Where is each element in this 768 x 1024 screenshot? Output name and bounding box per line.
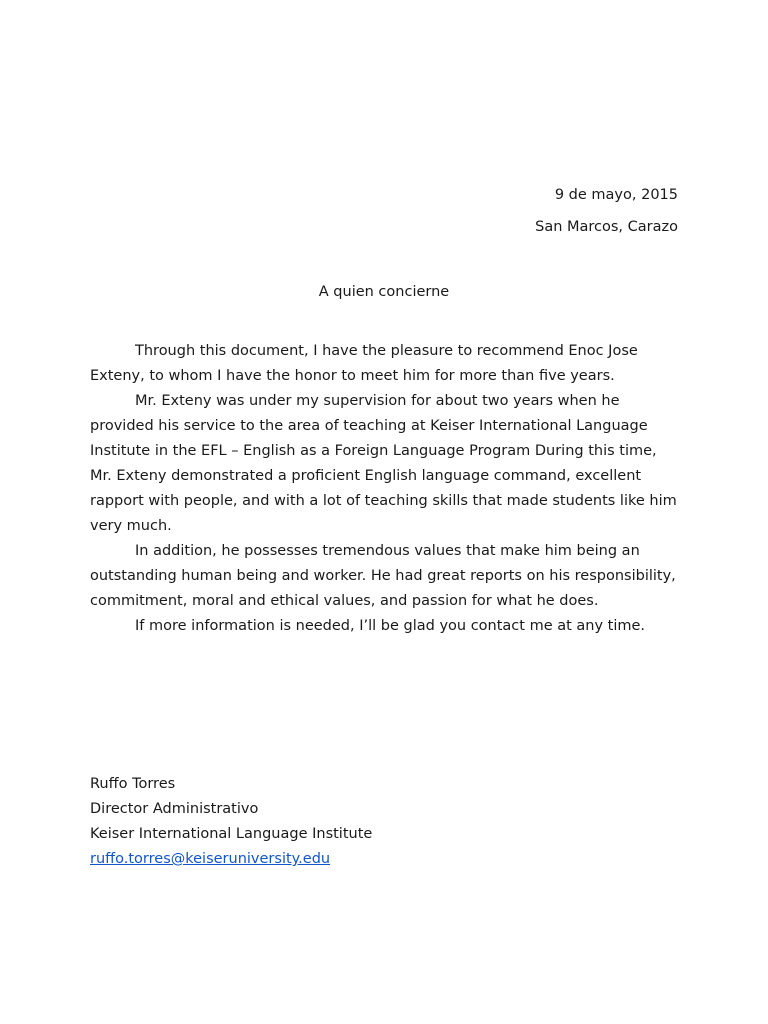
letter-date: 9 de mayo, 2015 — [554, 187, 678, 203]
signature-title: Director Administrativo — [90, 801, 259, 817]
body-paragraph: If more information is needed, I’ll be glad you contact me at any time. — [135, 618, 646, 634]
body-paragraph: Mr. Exteny was under my supervision for about two years when he provided his service to the area of teaching at Keiser International Language Institute in the EFL – English as a Foreign Language Program During this time, Mr. Exteny demonstrated a proficient English language command, excellent rapport with people, and with a lot of teaching skills that made students like him very much. — [90, 393, 677, 534]
signature-block — [90, 772, 372, 872]
body-paragraph: In addition, he possesses tremendous values that make him being an outstanding human being and worker. He had great reports on his responsibility, commitment, moral and ethical values, and passion for what he does. — [90, 543, 676, 609]
body-paragraph: Through this document, I have the pleasure to recommend Enoc Jose Exteny, to whom I have the honor to meet him for more than five years. — [90, 343, 638, 384]
signature-name: Ruffo Torres — [90, 776, 176, 792]
letter-place: San Marcos, Carazo — [535, 219, 678, 235]
letter-body — [90, 339, 680, 639]
letter-salutation: A quien concierne — [318, 284, 450, 300]
signature-organization: Keiser International Language Institute — [90, 826, 373, 842]
signature-email-link[interactable]: ruffo.torres@keiseruniversity.edu — [90, 851, 331, 867]
